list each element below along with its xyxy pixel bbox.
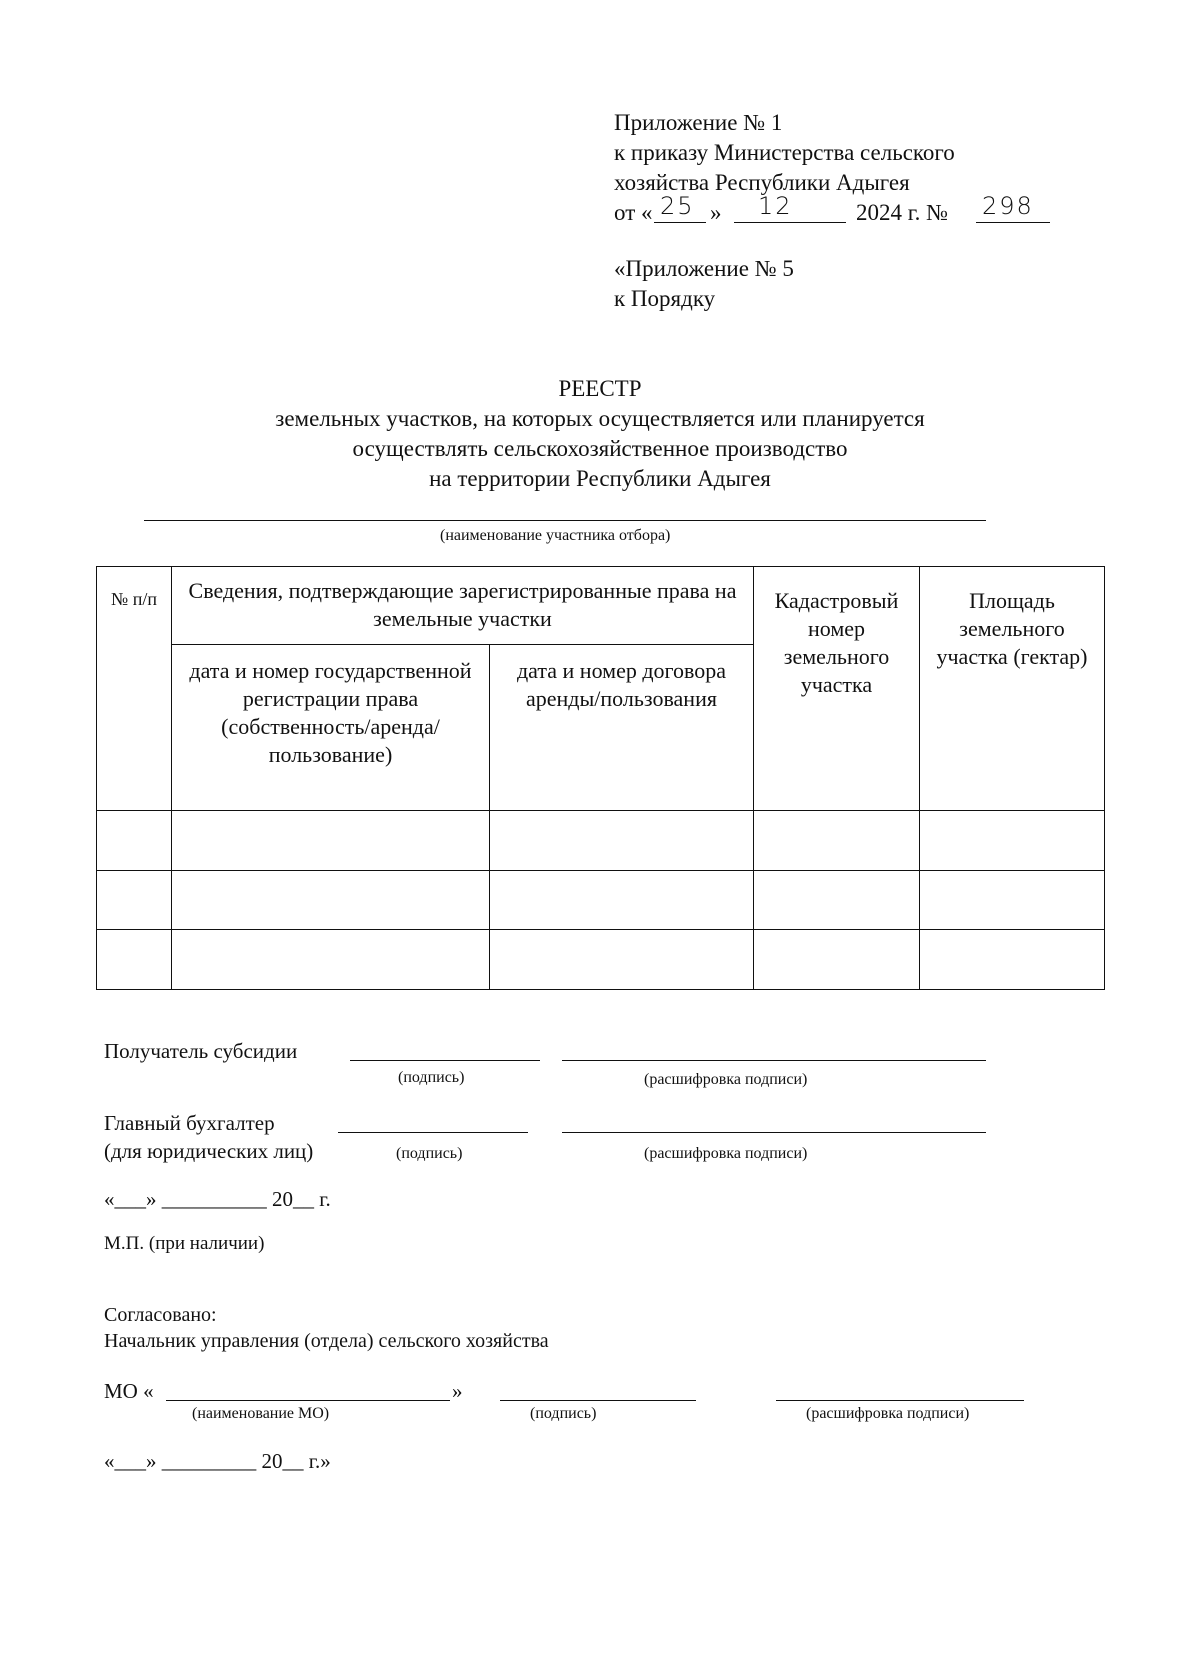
table-cell[interactable]	[172, 930, 490, 990]
table-cell[interactable]	[490, 930, 754, 990]
table-cell[interactable]	[172, 811, 490, 871]
date-year: 2024 г. №	[856, 200, 949, 225]
head-signature-caption: (подпись)	[530, 1405, 597, 1422]
table-cell[interactable]	[97, 811, 172, 871]
order-number-handwritten: 298	[982, 192, 1034, 220]
annex-5-label: «Приложение № 5	[614, 256, 794, 281]
table-cell[interactable]	[754, 930, 920, 990]
table-cell[interactable]	[920, 871, 1105, 930]
header-land-area: Площадь земельного участка (гектар)	[920, 567, 1105, 811]
accountant-label: Главный бухгалтер	[104, 1111, 275, 1135]
table-cell[interactable]	[172, 871, 490, 930]
document-title: РЕЕСТР	[558, 376, 642, 401]
mo-name-line[interactable]	[166, 1400, 450, 1401]
mo-suffix: »	[452, 1379, 463, 1403]
table-cell[interactable]	[920, 811, 1105, 871]
header-registered-rights: Сведения, подтверждающие зарегистрированные права на земельные участки	[172, 567, 754, 645]
header-row-number: № п/п	[97, 567, 172, 811]
date-mid: »	[710, 200, 722, 225]
table-cell[interactable]	[97, 930, 172, 990]
stamp-note: М.П. (при наличии)	[104, 1233, 265, 1254]
date-day-underline	[654, 222, 706, 223]
agriculture-head-label: Начальник управления (отдела) сельского хозяйства	[104, 1330, 549, 1352]
register-table	[96, 566, 1105, 990]
subheader-state-registration: дата и номер государственной регистрации права (собственность/аренда/ пользование)	[172, 645, 490, 811]
accountant-signature-line[interactable]	[338, 1132, 528, 1133]
document-subtitle-1: земельных участков, на которых осуществляется или планируется	[275, 406, 925, 431]
annex-1-label: Приложение № 1	[614, 110, 783, 135]
mo-name-caption: (наименование МО)	[192, 1405, 330, 1422]
final-date[interactable]: «___» _________ 20__ г.»	[104, 1449, 331, 1473]
recipient-decoding-line[interactable]	[562, 1060, 986, 1061]
table-cell[interactable]	[920, 930, 1105, 990]
accountant-decoding-caption: (расшифровка подписи)	[644, 1145, 808, 1162]
agreed-label: Согласовано:	[104, 1304, 217, 1326]
date-day-handwritten: 25	[660, 192, 695, 220]
accountant-signature-caption: (подпись)	[396, 1145, 463, 1162]
signing-date[interactable]: «___» __________ 20__ г.	[104, 1187, 331, 1211]
subheader-lease-contract: дата и номер договора аренды/пользования	[490, 645, 754, 811]
table-cell[interactable]	[754, 811, 920, 871]
recipient-signature-line[interactable]	[350, 1060, 540, 1061]
table-cell[interactable]	[490, 811, 754, 871]
head-decoding-caption: (расшифровка подписи)	[806, 1405, 970, 1422]
accountant-note: (для юридических лиц)	[104, 1139, 314, 1163]
recipient-decoding-caption: (расшифровка подписи)	[644, 1071, 808, 1088]
accountant-decoding-line[interactable]	[562, 1132, 986, 1133]
date-prefix: от «	[614, 200, 653, 225]
head-signature-line[interactable]	[500, 1400, 696, 1401]
annex-1-order-ref: к приказу Министерства сельского	[614, 140, 955, 165]
participant-caption: (наименование участника отбора)	[440, 527, 671, 544]
header-cadastral-number: Кадастровый номер земельного участка	[754, 567, 920, 811]
document-subtitle-2: осуществлять сельскохозяйственное производство	[352, 436, 848, 461]
table-cell[interactable]	[490, 871, 754, 930]
order-number-underline	[976, 222, 1050, 223]
participant-name-line	[144, 520, 986, 521]
table-row	[97, 811, 1105, 871]
table-row	[97, 871, 1105, 930]
document-subtitle-3: на территории Республики Адыгея	[429, 466, 771, 491]
annex-5-order: к Порядку	[614, 286, 716, 311]
table-row	[97, 930, 1105, 990]
date-month-handwritten: 12	[758, 192, 793, 220]
table-cell[interactable]	[754, 871, 920, 930]
recipient-signature-caption: (подпись)	[398, 1069, 465, 1086]
mo-prefix: МО «	[104, 1379, 154, 1403]
date-month-underline	[734, 222, 846, 223]
table-cell[interactable]	[97, 871, 172, 930]
head-decoding-line[interactable]	[776, 1400, 1024, 1401]
annex-1-ministry: хозяйства Республики Адыгея	[614, 170, 910, 195]
recipient-label: Получатель субсидии	[104, 1039, 298, 1063]
